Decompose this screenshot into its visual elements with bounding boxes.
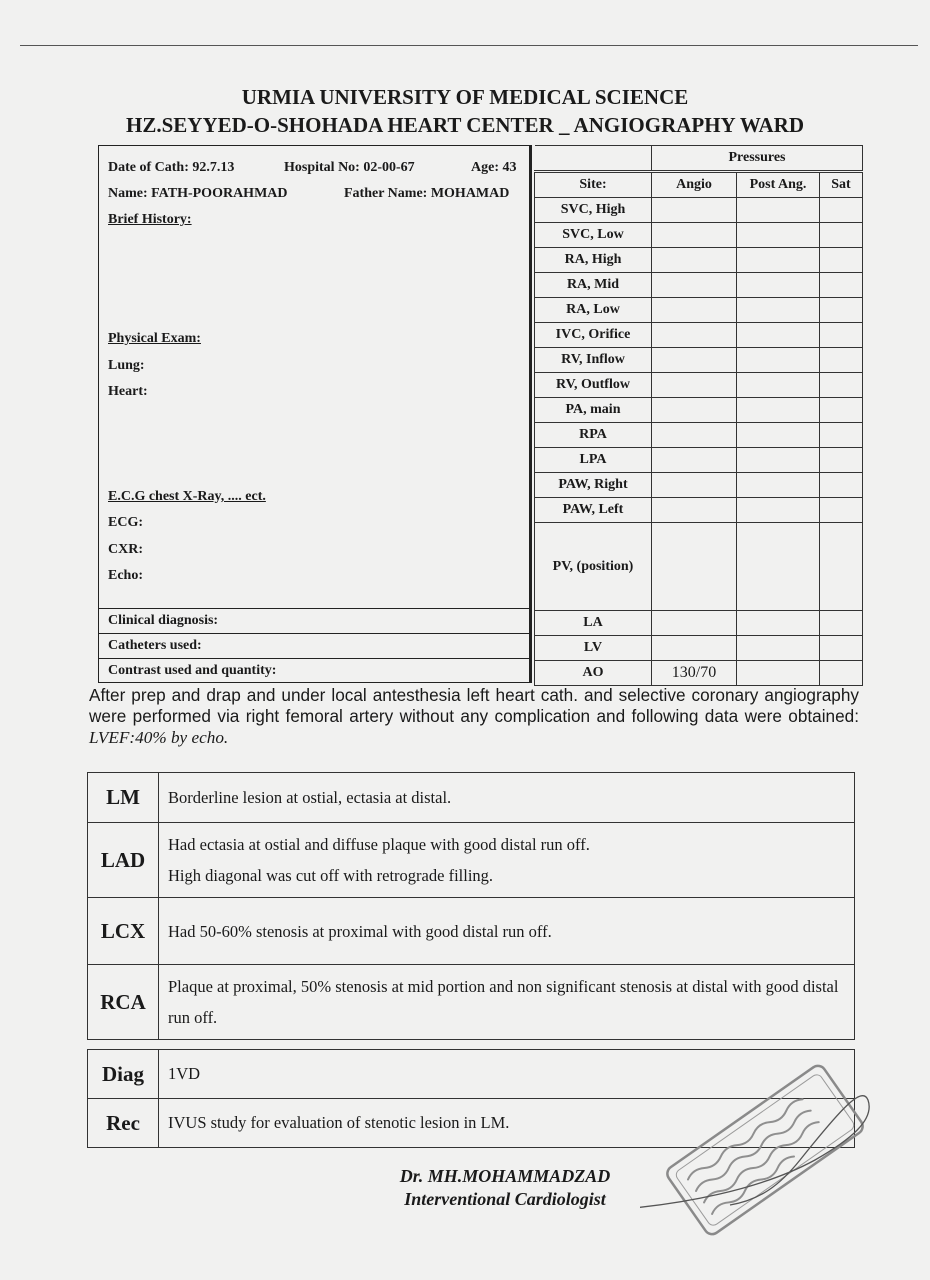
sat-cell [820,611,863,636]
pressure-row [535,523,863,611]
site-cell: PAW, Right [535,473,652,498]
sat-cell [820,398,863,423]
sat-cell [820,298,863,323]
pressure-row [535,348,863,373]
official-stamp [640,1040,880,1260]
angio-cell [652,636,737,661]
site-cell: PA, main [535,398,652,423]
sat-cell [820,323,863,348]
pressure-row [535,198,863,223]
site-cell: IVC, Orifice [535,323,652,348]
finding-text [159,898,855,965]
clinical-diagnosis-label: Clinical diagnosis: [108,613,219,628]
diag-label: Diag [88,1050,159,1099]
brief-history-label: Brief History: [108,212,192,227]
pressure-row [535,298,863,323]
finding-row [88,773,855,823]
pressure-row [535,611,863,636]
center-title: HZ.SEYYED-O-SHOHADA HEART CENTER _ ANGIOGRAPHY WARD [126,113,804,137]
diag-value: 1VD [159,1050,855,1099]
angio-cell [652,448,737,473]
doctor-name: Dr. MH.MOHAMMADZAD [399,1166,611,1186]
doctor-title: Interventional Cardiologist [404,1189,606,1209]
angio-cell [652,498,737,523]
vessel-label: LAD [88,823,159,898]
post-ang-cell [737,398,820,423]
post-ang-cell [737,298,820,323]
finding-line: Had ectasia at ostial and diffuse plaque with good distal run off. [168,835,590,854]
site-cell: LPA [535,448,652,473]
angio-header: Angio [652,172,737,198]
angio-cell [652,198,737,223]
angio-cell [652,223,737,248]
site-header: Site: [535,172,652,198]
finding-row [88,965,855,1040]
row-divider [99,608,529,609]
echo-label: Echo: [108,568,143,583]
site-cell: RPA [535,423,652,448]
finding-line: High diagonal was cut off with retrograde filling. [168,866,494,885]
sat-cell [820,498,863,523]
row-divider [99,658,529,659]
ecg-label: ECG: [108,515,143,530]
angio-cell [652,423,737,448]
procedure-paragraph [89,685,859,748]
catheters-used-label: Catheters used: [108,638,202,653]
finding-line: Had 50-60% stenosis at proximal with good distal run off. [168,921,552,941]
site-cell: SVC, Low [535,223,652,248]
pressures-header: Pressures [652,146,863,172]
post-ang-cell [737,423,820,448]
finding-line: Plaque at proximal, 50% stenosis at mid portion and non significant stenosis at distal with good distal run off. [168,977,839,1027]
finding-text [159,965,855,1040]
site-cell: LV [535,636,652,661]
post-ang-cell [737,323,820,348]
angio-cell [652,473,737,498]
site-cell: RV, Outflow [535,373,652,398]
site-cell: PAW, Left [535,498,652,523]
post-ang-cell [737,223,820,248]
rec-value: IVUS study for evaluation of stenotic lesion in LM. [159,1099,855,1148]
row-divider [99,633,529,634]
post-ang-cell [737,348,820,373]
heart-label: Heart: [108,384,148,399]
post-ang-cell [737,523,820,611]
post-ang-cell [737,448,820,473]
sat-cell [820,248,863,273]
contrast-label: Contrast used and quantity: [108,663,277,678]
finding-text [159,823,855,898]
sat-cell [820,223,863,248]
ecg-cxr-header: E.C.G chest X-Ray, .... ect. [108,489,266,504]
pressure-row [535,223,863,248]
site-cell: PV, (position) [535,523,652,611]
pressure-row [535,373,863,398]
university-title: URMIA UNIVERSITY OF MEDICAL SCIENCE [241,85,689,109]
vessel-label: LM [88,773,159,823]
rec-label: Rec [88,1099,159,1148]
site-cell: RV, Inflow [535,348,652,373]
angio-cell [652,323,737,348]
post-ang-cell [737,636,820,661]
stamp-seal [664,1063,866,1238]
father-name: Father Name: MOHAMAD [344,186,510,201]
post-ang-cell [737,473,820,498]
sat-cell [820,198,863,223]
pressure-row [535,323,863,348]
pressure-row [535,273,863,298]
angio-cell [652,298,737,323]
post-ang-cell [737,498,820,523]
site-cell: AO [535,661,652,686]
angio-cell [652,273,737,298]
post-ang-header: Post Ang. [737,172,820,198]
date-of-cath: Date of Cath: 92.7.13 [108,160,235,175]
sat-cell [820,373,863,398]
finding-row [88,898,855,965]
site-cell: SVC, High [535,198,652,223]
sat-cell [820,448,863,473]
post-ang-cell [737,273,820,298]
pressure-row [535,473,863,498]
patient-age: Age: 43 [471,160,517,175]
physical-exam-label: Physical Exam: [108,331,201,346]
site-cell: RA, Mid [535,273,652,298]
cxr-label: CXR: [108,542,143,557]
pressure-row [535,398,863,423]
patient-info-box [98,145,532,683]
pressure-row [535,636,863,661]
top-divider [20,45,918,46]
pressure-row [535,498,863,523]
vessel-label: RCA [88,965,159,1040]
patient-name: Name: FATH-POORAHMAD [108,186,288,201]
angio-cell [652,348,737,373]
site-cell: RA, High [535,248,652,273]
lung-label: Lung: [108,358,145,373]
angio-cell: 130/70 [652,661,737,686]
post-ang-cell [737,373,820,398]
pressure-row [535,423,863,448]
sat-cell [820,423,863,448]
sat-header: Sat [820,172,863,198]
sat-cell [820,273,863,298]
finding-row [88,823,855,898]
sat-cell [820,661,863,686]
procedure-text: After prep and drap and under local antesthesia left heart cath. and selective coronary angiography were performed via right femoral artery without any complication and following data were obtained: [89,685,859,726]
site-cell: RA, Low [535,298,652,323]
signature-block [320,1165,690,1211]
hospital-no: Hospital No: 02-00-67 [284,160,415,175]
sat-cell [820,473,863,498]
pressure-row [535,661,863,686]
pressure-row [535,248,863,273]
sat-cell [820,636,863,661]
angio-cell [652,248,737,273]
findings-table [87,772,855,1040]
site-cell: LA [535,611,652,636]
post-ang-cell [737,611,820,636]
lvef-text: LVEF:40% by echo. [89,728,229,747]
finding-line: Borderline lesion at ostial, ectasia at distal. [168,788,452,807]
post-ang-cell [737,198,820,223]
angio-cell [652,523,737,611]
finding-text [159,773,855,823]
pressure-row [535,448,863,473]
post-ang-cell [737,661,820,686]
angio-cell [652,398,737,423]
sat-cell [820,523,863,611]
post-ang-cell [737,248,820,273]
angio-cell [652,373,737,398]
sat-cell [820,348,863,373]
angio-cell [652,611,737,636]
pressures-table [534,145,863,686]
vessel-label: LCX [88,898,159,965]
